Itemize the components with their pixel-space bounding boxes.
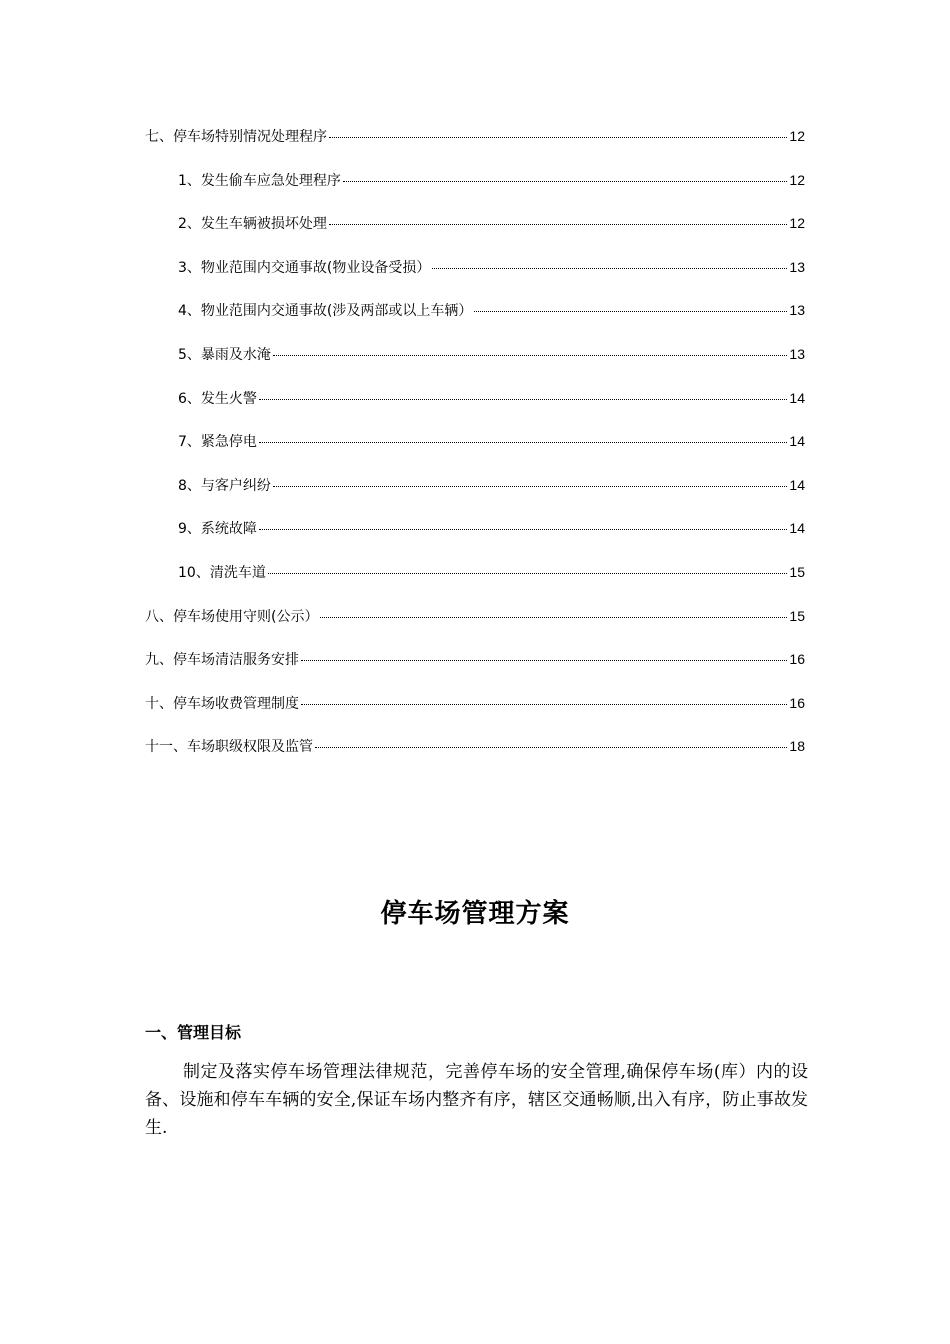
toc-page-number: 14 — [789, 520, 805, 537]
document-title: 停车场管理方案 — [380, 899, 570, 929]
toc-page-number: 15 — [789, 607, 805, 624]
toc-entry[interactable] — [145, 693, 805, 737]
toc-page-number: 16 — [789, 694, 805, 711]
toc-dot-leader — [432, 254, 787, 269]
body-paragraph: 制定及落实停车场管理法律规范，完善停车场的安全管理,确保停车场(库）内的设备、设施和停车车辆的安全,保证车场内整齐有序，辖区交通畅顺,出入有序，防止事故发生. — [145, 1062, 808, 1138]
toc-dot-leader — [315, 733, 787, 748]
toc-entry-title: 1、发生偷车应急处理程序 — [178, 172, 341, 189]
toc-entry[interactable] — [145, 518, 805, 562]
toc-entry[interactable] — [145, 257, 805, 301]
toc-dot-leader — [301, 690, 787, 705]
toc-entry-title: 九、停车场清洁服务安排 — [145, 652, 299, 669]
toc-page-number: 12 — [789, 128, 805, 144]
toc-entry-title: 3、物业范围内交通事故(物业设备受损） — [178, 259, 431, 276]
toc-dot-leader — [474, 297, 787, 312]
toc-entry-title: 十一、车场职级权限及监管 — [145, 739, 313, 756]
toc-page-number: 14 — [789, 389, 805, 406]
toc-entry-title: 七、停车场特别情况处理程序 — [145, 129, 327, 145]
toc-entry[interactable] — [145, 300, 805, 344]
section-heading: 一、管理目标 — [145, 1023, 242, 1042]
toc-entry[interactable] — [145, 475, 805, 519]
toc-dot-leader — [273, 341, 788, 356]
toc-entry[interactable] — [145, 388, 805, 432]
toc-page-number: 13 — [789, 302, 805, 319]
toc-entry[interactable] — [145, 126, 805, 170]
toc-page-number: 13 — [789, 345, 805, 362]
toc-page-number: 14 — [789, 476, 805, 493]
toc-page-number: 16 — [789, 651, 805, 668]
toc-page-number: 12 — [789, 171, 805, 188]
table-of-contents — [145, 126, 805, 780]
toc-entry-title: 8、与客户纠纷 — [178, 477, 271, 494]
toc-page-number: 14 — [789, 433, 805, 450]
toc-dot-leader — [329, 210, 788, 225]
toc-entry-title: 八、停车场使用守则(公示） — [145, 608, 319, 625]
toc-entry-title: 7、紧急停电 — [178, 434, 257, 451]
toc-entry[interactable] — [145, 344, 805, 388]
toc-entry-title: 2、发生车辆被损坏处理 — [178, 216, 327, 233]
toc-dot-leader — [343, 167, 788, 182]
toc-entry[interactable] — [145, 213, 805, 257]
toc-page-number: 15 — [789, 563, 805, 580]
toc-entry[interactable] — [145, 170, 805, 214]
toc-entry-title: 4、物业范围内交通事故(涉及两部或以上车辆） — [178, 303, 473, 320]
toc-entry[interactable] — [145, 431, 805, 475]
toc-dot-leader — [329, 123, 787, 138]
toc-dot-leader — [268, 559, 788, 574]
toc-entry-title: 5、暴雨及水淹 — [178, 346, 271, 363]
toc-page-number: 13 — [789, 258, 805, 275]
toc-dot-leader — [320, 603, 787, 618]
toc-dot-leader — [273, 472, 788, 487]
toc-entry-title: 6、发生火警 — [178, 390, 257, 407]
toc-entry[interactable] — [145, 736, 805, 780]
toc-dot-leader — [259, 428, 788, 443]
toc-entry[interactable] — [145, 649, 805, 693]
toc-dot-leader — [301, 646, 787, 661]
toc-entry-title: 9、系统故障 — [178, 521, 257, 538]
toc-page-number: 18 — [789, 738, 805, 755]
toc-page-number: 12 — [789, 215, 805, 232]
toc-dot-leader — [259, 385, 788, 400]
toc-dot-leader — [259, 515, 788, 530]
toc-entry-title: 10、清洗车道 — [178, 564, 266, 581]
toc-entry[interactable] — [145, 562, 805, 606]
toc-entry[interactable] — [145, 606, 805, 650]
toc-entry-title: 十、停车场收费管理制度 — [145, 695, 299, 712]
